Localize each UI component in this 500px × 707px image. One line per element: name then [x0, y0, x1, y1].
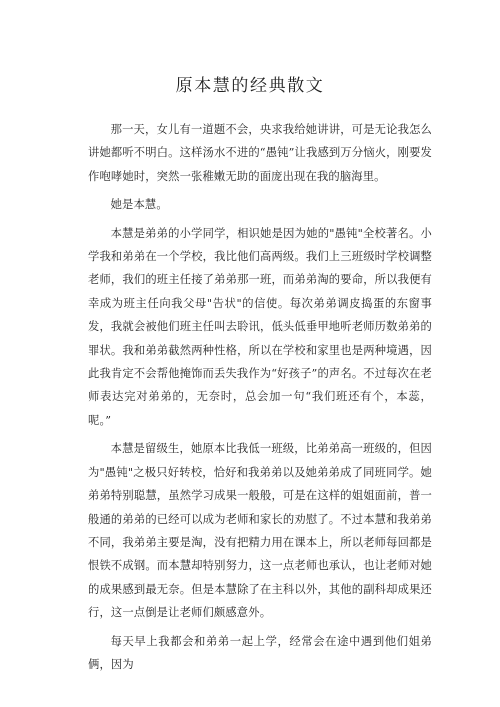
paragraph: 每天早上我都会和弟弟一起上学，经常会在途中遇到他们姐弟俩，因为	[88, 634, 432, 671]
paragraph: 那一天，女儿有一道题不会，央求我给她讲讲，可是无论我怎么讲她都听不明白。这样汤水不进的“愚钝”让我感到万分恼火，刚要发作咆哮她时，突然一张稚嫩无助的面庞出现在我的脑海里。	[88, 123, 432, 183]
document-body	[88, 118, 432, 676]
paragraph: 本慧是留级生，她原本比我低一班级，比弟弟高一班级的，但因为"愚钝"之极只好转校，恰好和我弟弟以及她弟弟成了同班同学。她弟弟特别聪慧，虽然学习成果一般般，可是在这样的姐姐面前，普一般通的弟弟的已经可以成为老师和家长的劝慰了。不过本慧和我弟弟不同，我弟弟主要是淘，没有把精力用在课本上，所以老师每回都是恨铁不成钢。而本慧却特别努力，这一点老师也承认，也让老师对她的成果感到最无奈。但是本慧除了在主科以外，其他的副科却成果还行，这一点倒是让老师们颇感意外。	[88, 442, 432, 620]
paragraph: 本慧是弟弟的小学同学，相识她是因为她的"愚钝"全校著名。小学我和弟弟在一个学校，我比他们高两级。我们上三班级时学校调整老师，我们的班主任接了弟弟那一班，而弟弟淘的要命，所以我便有幸成为班主任向我父母"告状"的信使。每次弟弟调皮捣蛋的东窗事发，我就会被他们班主任叫去聆讯，低头低垂甲地听老师历数弟弟的罪状。我和弟弟截然两种性格，所以在学校和家里也是两种境遇，因此我肯定不会帮他掩饰而丢失我作为“好孩子”的声名。不过每次在老师表达完对弟弟的，无奈时，总会加一句“我们班还有个，本蕊，呢。”	[88, 226, 432, 427]
document-title: 原本慧的经典散文	[175, 76, 325, 96]
paragraph: 她是本慧。	[110, 198, 168, 212]
